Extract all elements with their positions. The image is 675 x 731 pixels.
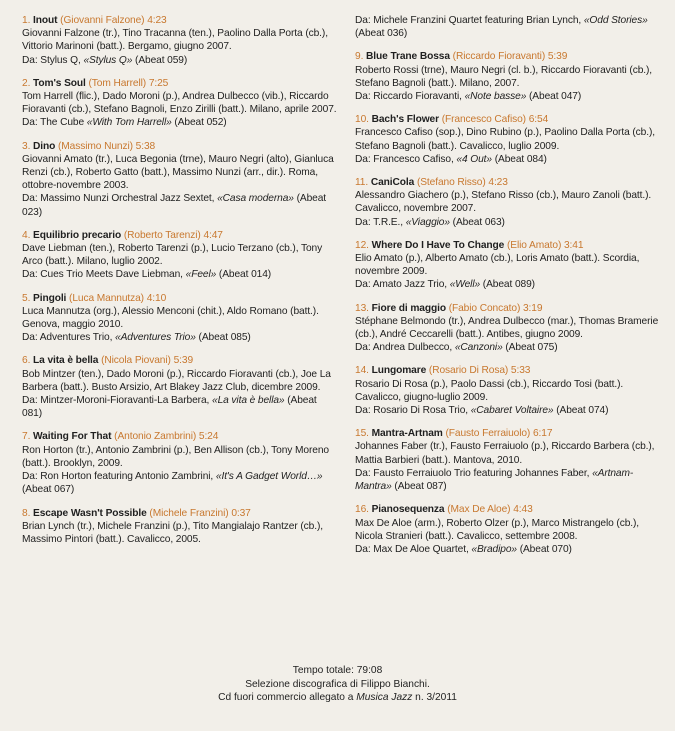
track-duration: 6:54 bbox=[528, 114, 549, 126]
track-composer: (Francesco Cafiso) bbox=[441, 114, 526, 126]
album-title: «Well» bbox=[449, 279, 481, 291]
track-number: 10. bbox=[355, 114, 369, 126]
track-duration: 4:10 bbox=[146, 292, 167, 304]
track-number: 15. bbox=[355, 428, 369, 440]
track-composer: (Roberto Tarenzi) bbox=[123, 229, 201, 241]
track-11 bbox=[355, 176, 665, 229]
track-source: Da: Ron Horton featuring Antonio Zambrini, «It's A Gadget World…» (Abeat 067) bbox=[22, 471, 323, 496]
track-source: Da: Amato Jazz Trio, «Well» (Abeat 089) bbox=[355, 279, 535, 291]
track-number: 8. bbox=[22, 507, 31, 519]
track-personnel: Alessandro Giachero (p.), Stefano Risso (cb.), Mauro Zanoli (batt.). Cavalicco, novembre 2007. bbox=[355, 190, 652, 215]
track-composer: (Elio Amato) bbox=[506, 239, 562, 251]
track-3 bbox=[22, 140, 338, 219]
track-composer: (Fabio Concato) bbox=[448, 302, 521, 314]
track-source: Da: Adventures Trio, «Adventures Trio» (Abeat 085) bbox=[22, 332, 251, 344]
track-4 bbox=[22, 229, 338, 282]
track-title: Lungomare bbox=[371, 365, 427, 377]
track-9 bbox=[355, 50, 665, 103]
album-title: «Stylus Q» bbox=[83, 54, 133, 66]
track-duration: 6:17 bbox=[532, 428, 553, 440]
album-title: «With Tom Harrell» bbox=[86, 117, 172, 129]
track-personnel: Johannes Faber (tr.), Fausto Ferraiuolo (p.), Riccardo Barbera (cb.), Mattia Barbieri (batt.). Mantova, 2010. bbox=[355, 441, 655, 466]
album-title: «Feel» bbox=[185, 269, 217, 281]
track-number: 6. bbox=[22, 355, 31, 367]
credits-footer bbox=[0, 664, 675, 705]
track-composer: (Massimo Nunzi) bbox=[58, 140, 133, 152]
track-title: La vita è bella bbox=[33, 355, 99, 367]
track-duration: 5:39 bbox=[173, 355, 194, 367]
track-title: Blue Trane Bossa bbox=[366, 51, 450, 63]
track-8-source-continued bbox=[355, 14, 665, 40]
track-duration: 3:19 bbox=[522, 302, 543, 314]
track-personnel: Giovanni Amato (tr.), Luca Begonia (trne), Mauro Negri (alto), Gianluca Renzi (cb.), Roberto Gatto (batt.), Massimo Nunzi (arr., dir.). Roma, ottobre-novembre 2003. bbox=[22, 153, 334, 192]
track-title: Mantra-Artnam bbox=[371, 428, 443, 440]
track-title: Equilibrio precario bbox=[33, 229, 122, 241]
track-composer: (Fausto Ferraiuolo) bbox=[445, 428, 531, 440]
track-composer: (Giovanni Falzone) bbox=[60, 15, 145, 26]
track-personnel: Dave Liebman (ten.), Roberto Tarenzi (p.), Lucio Terzano (cb.), Tony Arco (batt.). Milano, luglio 2002. bbox=[22, 243, 323, 268]
album-title: «Note basse» bbox=[464, 91, 527, 103]
track-10 bbox=[355, 113, 665, 166]
track-title: Tom's Soul bbox=[33, 77, 86, 89]
track-composer: (Max De Aloe) bbox=[447, 504, 511, 516]
track-title: CaniCola bbox=[370, 177, 415, 189]
track-14 bbox=[355, 364, 665, 417]
track-composer: (Rosario Di Rosa) bbox=[428, 365, 509, 377]
album-title: «Artnam-Mantra» bbox=[355, 467, 634, 493]
track-personnel: Francesco Cafiso (sop.), Dino Rubino (p.), Paolino Dalla Porta (cb.), Stefano Bagnoli (batt.). Cavalicco, luglio 2009. bbox=[355, 127, 655, 152]
track-16 bbox=[355, 503, 665, 556]
track-personnel: Luca Mannutza (org.), Alessio Menconi (chit.), Aldo Romano (batt.). Genova, maggio 2010. bbox=[22, 305, 319, 331]
track-personnel: Elio Amato (p.), Alberto Amato (cb.), Loris Amato (batt.). Scordia, novembre 2009. bbox=[355, 253, 640, 278]
track-8 bbox=[22, 507, 338, 547]
track-number: 13. bbox=[355, 302, 369, 314]
track-source: Da: Stylus Q, «Stylus Q» (Abeat 059) bbox=[22, 54, 188, 66]
album-title: «Cabaret Voltaire» bbox=[470, 405, 554, 417]
track-personnel: Giovanni Falzone (tr.), Tino Tracanna (ten.), Paolino Dalla Porta (cb.), Vittorio Marinoni (batt.). Bergamo, giugno 2007. bbox=[22, 28, 328, 53]
track-personnel: Rosario Di Rosa (p.), Paolo Dassi (cb.), Riccardo Tosi (batt.). Cavalicco, giugno-luglio 2009. bbox=[355, 378, 624, 403]
track-composer: (Luca Mannutza) bbox=[69, 292, 144, 304]
track-7 bbox=[22, 430, 338, 496]
track-number: 7. bbox=[22, 431, 31, 443]
track-source: Da: Rosario Di Rosa Trio, «Cabaret Voltaire» (Abeat 074) bbox=[355, 405, 609, 417]
track-title: Where Do I Have To Change bbox=[371, 239, 505, 251]
album-title: «It's A Gadget World…» bbox=[215, 471, 323, 483]
track-personnel: Ron Horton (tr.), Antonio Zambrini (p.), Ben Allison (cb.), Tony Moreno (batt.). Brooklyn, 2009. bbox=[22, 444, 329, 469]
track-number: 2. bbox=[22, 77, 31, 89]
track-composer: (Nicola Piovani) bbox=[101, 355, 171, 367]
selection-credit: Selezione discografica di Filippo Bianchi. bbox=[245, 678, 430, 690]
album-title: «La vita è bella» bbox=[212, 395, 285, 407]
album-title: «Odd Stories» bbox=[583, 15, 648, 26]
track-duration: 5:33 bbox=[510, 365, 531, 377]
track-number: 3. bbox=[22, 140, 31, 152]
track-source: Da: Michele Franzini Quartet featuring Brian Lynch, «Odd Stories» (Abeat 036) bbox=[355, 15, 648, 40]
tracklist-right-column bbox=[355, 14, 665, 566]
track-title: Inout bbox=[33, 15, 58, 26]
track-number: 14. bbox=[355, 365, 369, 377]
track-source: Da: Fausto Ferraiuolo Trio featuring Johannes Faber, «Artnam-Mantra» (Abeat 087) bbox=[355, 467, 634, 493]
album-title: «Adventures Trio» bbox=[115, 332, 196, 344]
track-2 bbox=[22, 77, 338, 130]
track-source: Da: The Cube «With Tom Harrell» (Abeat 052) bbox=[22, 117, 227, 129]
track-15 bbox=[355, 427, 665, 493]
album-title: «Canzoni» bbox=[454, 342, 503, 354]
track-duration: 4:43 bbox=[513, 504, 533, 516]
track-source: Da: Massimo Nunzi Orchestral Jazz Sextet, «Casa moderna» (Abeat 023) bbox=[22, 193, 327, 218]
track-composer: (Tom Harrell) bbox=[88, 77, 147, 89]
track-duration: 4:47 bbox=[203, 229, 223, 241]
track-source: Da: T.R.E., «Viaggio» (Abeat 063) bbox=[355, 216, 505, 228]
track-duration: 0:37 bbox=[231, 507, 251, 519]
track-number: 11. bbox=[355, 177, 369, 189]
magazine-name: Musica Jazz bbox=[356, 692, 413, 703]
track-number: 5. bbox=[22, 292, 31, 304]
tracklist-left-column bbox=[22, 14, 338, 556]
album-title: «Viaggio» bbox=[405, 216, 450, 228]
track-duration: 3:41 bbox=[563, 239, 584, 251]
track-composer: (Antonio Zambrini) bbox=[114, 431, 197, 443]
track-source: Da: Cues Trio Meets Dave Liebman, «Feel» (Abeat 014) bbox=[22, 269, 272, 281]
cd-note: Cd fuori commercio allegato a Musica Jazz n. 3/2011 bbox=[218, 692, 457, 703]
track-title: Escape Wasn't Possible bbox=[33, 507, 147, 519]
track-number: 1. bbox=[22, 15, 31, 26]
track-personnel: Roberto Rossi (trne), Mauro Negri (cl. b.), Riccardo Fioravanti (cb.), Stefano Bagnoli (batt.). Milano, 2007. bbox=[355, 64, 653, 89]
track-5 bbox=[22, 292, 338, 345]
album-title: «Bradipo» bbox=[471, 543, 517, 555]
track-personnel: Brian Lynch (tr.), Michele Franzini (p.), Tito Mangialajo Rantzer (cb.), Massimo Pintori (batt.). Cavalicco, 2005. bbox=[22, 520, 323, 545]
track-personnel: Max De Aloe (arm.), Roberto Olzer (p.), Marco Mistrangelo (cb.), Nicola Stranieri (batt.). Cavalicco, settembre 2008. bbox=[355, 517, 640, 542]
track-personnel: Bob Mintzer (ten.), Dado Moroni (p.), Riccardo Fioravanti (cb.), Joe La Barbera (batt.). Busto Arsizio, Art Blakey Jazz Club, dicembre 2009. bbox=[22, 368, 331, 393]
track-source: Da: Max De Aloe Quartet, «Bradipo» (Abeat 070) bbox=[355, 543, 572, 555]
album-title: «Casa moderna» bbox=[217, 193, 294, 205]
track-composer: (Michele Franzini) bbox=[149, 507, 229, 519]
track-composer: (Riccardo Fioravanti) bbox=[452, 51, 546, 63]
track-title: Pianosequenza bbox=[371, 504, 445, 516]
track-number: 16. bbox=[355, 504, 369, 516]
track-duration: 5:24 bbox=[198, 431, 219, 443]
track-composer: (Stefano Risso) bbox=[416, 177, 486, 189]
track-title: Pingoli bbox=[33, 292, 67, 304]
track-source: Da: Riccardo Fioravanti, «Note basse» (Abeat 047) bbox=[355, 91, 582, 103]
track-number: 12. bbox=[355, 239, 369, 251]
track-personnel: Stéphane Belmondo (tr.), Andrea Dulbecco (mar.), Thomas Bramerie (cb.), André Ceccarelli (batt.). Antibes, giugno 2009. bbox=[355, 315, 659, 341]
track-title: Fiore di maggio bbox=[371, 302, 446, 314]
track-personnel: Tom Harrell (flic.), Dado Moroni (p.), Andrea Dulbecco (vib.), Riccardo Fioravanti (cb.), Stefano Bagnoli, Enzo Zirilli (batt.). Milano, aprile 2007. bbox=[22, 91, 337, 116]
track-source: Da: Francesco Cafiso, «4 Out» (Abeat 084) bbox=[355, 153, 547, 165]
total-time: Tempo totale: 79:08 bbox=[292, 665, 383, 676]
track-title: Waiting For That bbox=[33, 431, 112, 443]
track-13 bbox=[355, 302, 665, 355]
track-duration: 5:39 bbox=[547, 51, 568, 63]
track-source: Da: Andrea Dulbecco, «Canzoni» (Abeat 075) bbox=[355, 342, 558, 354]
track-title: Bach's Flower bbox=[371, 114, 439, 126]
track-12 bbox=[355, 239, 665, 292]
track-number: 9. bbox=[355, 51, 364, 63]
track-6 bbox=[22, 354, 338, 420]
track-1 bbox=[22, 14, 338, 67]
track-source: Da: Mintzer-Moroni-Fioravanti-La Barbera, «La vita è bella» (Abeat 081) bbox=[22, 395, 317, 420]
track-duration: 5:38 bbox=[135, 140, 156, 152]
album-title: «4 Out» bbox=[456, 153, 492, 165]
track-duration: 7:25 bbox=[148, 77, 169, 89]
track-number: 4. bbox=[22, 229, 31, 241]
track-duration: 4:23 bbox=[488, 177, 508, 189]
track-duration: 4:23 bbox=[147, 15, 167, 26]
track-title: Dino bbox=[33, 140, 56, 152]
